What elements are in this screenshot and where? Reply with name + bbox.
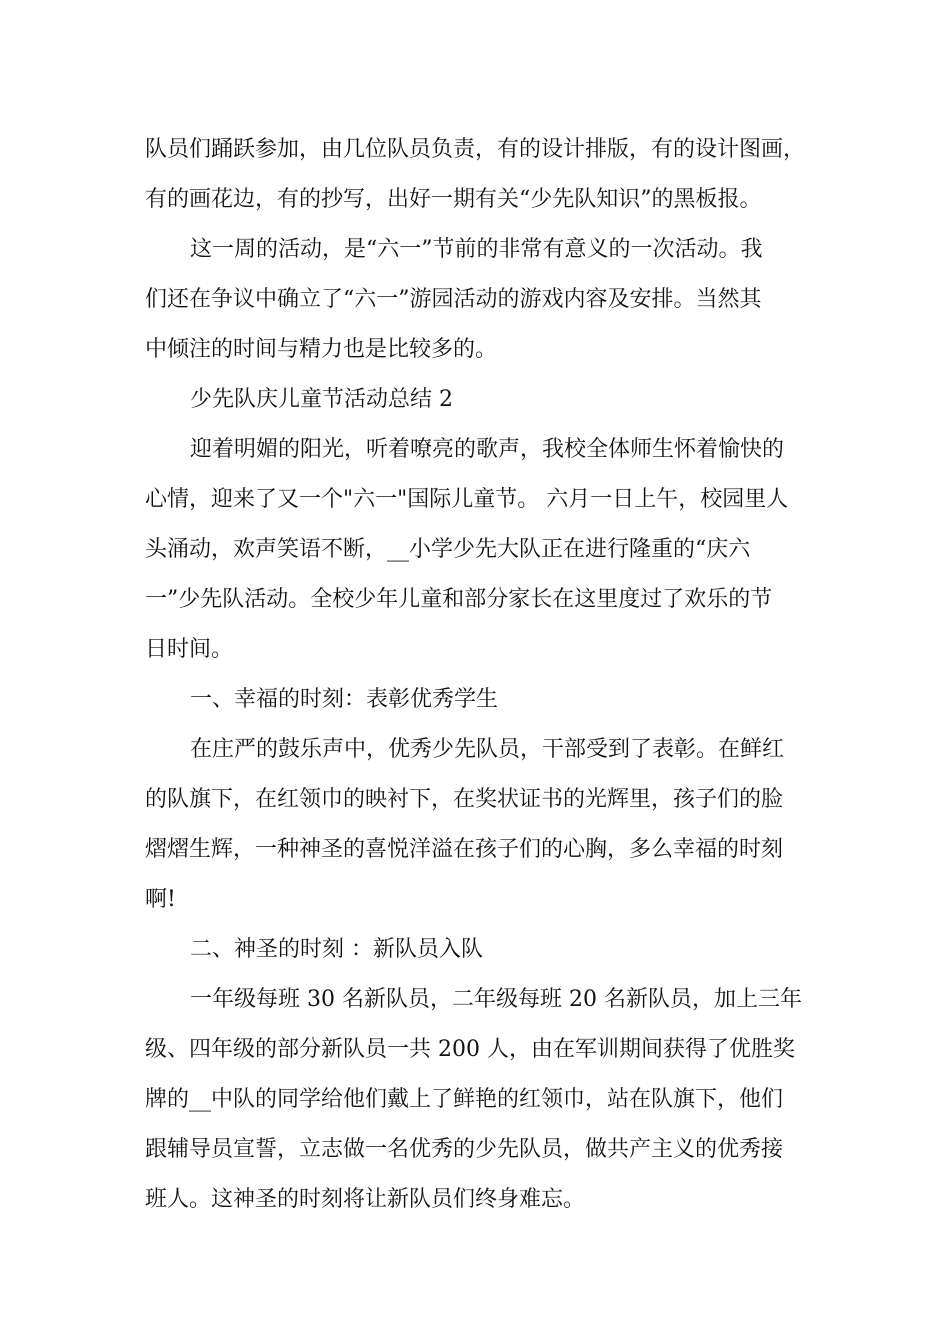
text-line: 在庄严的鼓乐声中，优秀少先队员，干部受到了表彰。在鲜红 bbox=[190, 737, 785, 762]
text-line: 有的画花边，有的抄写，出好一期有关“少先队知识”的黑板报。 bbox=[145, 187, 762, 212]
text-line: 的队旗下，在红领巾的映衬下，在奖状证书的光辉里，孩子们的脸 bbox=[145, 787, 784, 812]
text-line: 头涌动，欢声笑语不断，__小学少先大队正在进行隆重的“庆六 bbox=[145, 537, 751, 562]
subsection-heading: 二、神圣的时刻 ：新队员入队 bbox=[190, 937, 483, 962]
text-line: 心情，迎来了又一个"六一"国际儿童节。 六月一日上午，校园里人 bbox=[145, 487, 789, 512]
text-line: 这一周的活动，是“六一”节前的非常有意义的一次活动。我 bbox=[190, 237, 763, 262]
text-line: 牌的__中队的同学给他们戴上了鲜艳的红领巾，站在队旗下，他们 bbox=[145, 1087, 784, 1112]
text-line: 们还在争议中确立了“六一”游园活动的游戏内容及安排。当然其 bbox=[145, 287, 762, 312]
text-line: 一年级每班 30 名新队员，二年级每班 20 名新队员，加上三年 bbox=[190, 987, 802, 1012]
text-line: 班人。这神圣的时刻将让新队员们终身难忘。 bbox=[145, 1187, 586, 1212]
subsection-heading: 一、幸福的时刻：表彰优秀学生 bbox=[190, 687, 499, 712]
text-line: 跟辅导员宣誓，立志做一名优秀的少先队员，做共产主义的优秀接 bbox=[145, 1137, 784, 1162]
text-line: 日时间。 bbox=[145, 637, 234, 662]
text-line: 中倾注的时间与精力也是比较多的。 bbox=[145, 337, 498, 362]
text-line: 熠熠生辉，一种神圣的喜悦洋溢在孩子们的心胸，多么幸福的时刻 bbox=[145, 837, 784, 862]
text-line: 迎着明媚的阳光，听着嘹亮的歌声，我校全体师生怀着愉快的 bbox=[190, 437, 785, 462]
text-line: 队员们踊跃参加，由几位队员负责，有的设计排版，有的设计图画， bbox=[145, 137, 806, 162]
section-title: 少先队庆儿童节活动总结 2 bbox=[190, 387, 453, 412]
text-line: 级、四年级的部分新队员一共 200 人，由在军训期间获得了优胜奖 bbox=[145, 1037, 795, 1062]
text-line: 啊! bbox=[145, 887, 176, 912]
text-line: 一”少先队活动。全校少年儿童和部分家长在这里度过了欢乐的节 bbox=[145, 587, 773, 612]
